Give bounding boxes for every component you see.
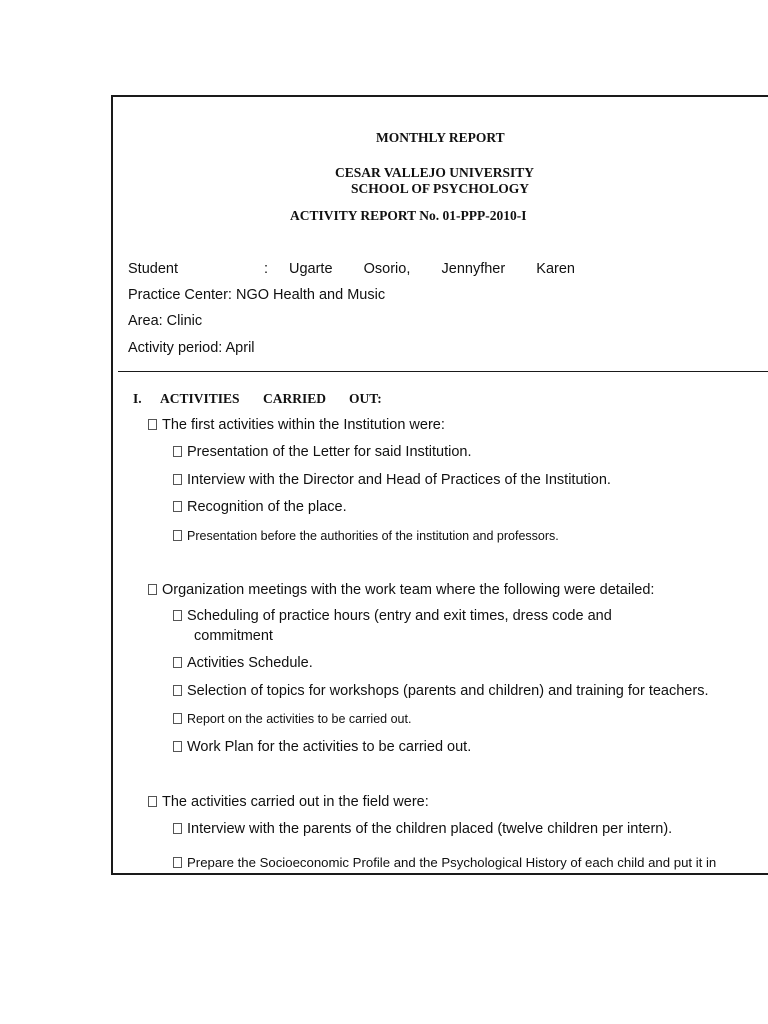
list-item-continuation: commitment xyxy=(194,628,273,644)
report-title: MONTHLY REPORT xyxy=(376,130,505,145)
bullet-box-icon xyxy=(148,796,157,807)
student-name-part: Karen xyxy=(536,261,575,277)
section-title-word: OUT: xyxy=(349,391,382,406)
activity-report-number: ACTIVITY REPORT No. 01-PPP-2010-I xyxy=(290,208,527,223)
list-item: Report on the activities to be carried out. xyxy=(173,712,411,726)
list-item: Selection of topics for workshops (parents and children) and training for teachers. xyxy=(173,683,708,699)
bullet-box-icon xyxy=(173,610,182,621)
area: Area: Clinic xyxy=(128,313,203,329)
list-item: Scheduling of practice hours (entry and exit times, dress code and xyxy=(173,608,612,624)
bullet-box-icon xyxy=(148,584,157,595)
list-item: Activities Schedule. xyxy=(173,655,313,671)
school-name: SCHOOL OF PSYCHOLOGY xyxy=(351,181,530,196)
student-name-part: Ugarte xyxy=(289,261,333,277)
group-heading: Organization meetings with the work team where the following were detailed: xyxy=(148,582,654,598)
student-colon: : xyxy=(264,261,269,277)
list-item: Interview with the Director and Head of Practices of the Institution. xyxy=(173,472,611,488)
bullet-box-icon xyxy=(173,474,182,485)
university-name: CESAR VALLEJO UNIVERSITY xyxy=(335,165,535,180)
list-item: Recognition of the place. xyxy=(173,499,347,515)
section-title-word: CARRIED xyxy=(263,391,327,406)
bullet-box-icon xyxy=(173,657,182,668)
section-title-word: ACTIVITIES xyxy=(160,391,240,406)
bullet-box-icon xyxy=(173,857,182,868)
student-name-part: Jennyfher xyxy=(441,261,506,277)
bullet-box-icon xyxy=(173,741,182,752)
bullet-box-icon xyxy=(173,713,182,724)
student-name-part: Osorio, xyxy=(363,261,411,277)
section-divider xyxy=(118,371,768,372)
list-item: Presentation before the authorities of the institution and professors. xyxy=(173,529,559,543)
practice-center: Practice Center: NGO Health and Music xyxy=(128,287,386,303)
group-heading: The activities carried out in the field were: xyxy=(148,794,429,810)
group-heading: The first activities within the Institution were: xyxy=(148,417,445,433)
bullet-box-icon xyxy=(148,419,157,430)
bullet-box-icon xyxy=(173,530,182,541)
student-label: Student xyxy=(128,261,178,277)
section-number: I. xyxy=(133,391,142,406)
activity-period: Activity period: April xyxy=(128,340,255,356)
bullet-box-icon xyxy=(173,501,182,512)
list-item: Interview with the parents of the children placed (twelve children per intern). xyxy=(173,821,672,837)
list-item: Presentation of the Letter for said Institution. xyxy=(173,444,472,460)
bullet-box-icon xyxy=(173,823,182,834)
student-name xyxy=(289,261,575,277)
bullet-box-icon xyxy=(173,685,182,696)
list-item: Prepare the Socioeconomic Profile and the Psychological History of each child and put it in xyxy=(173,855,741,870)
bullet-box-icon xyxy=(173,446,182,457)
list-item: Work Plan for the activities to be carried out. xyxy=(173,739,471,755)
